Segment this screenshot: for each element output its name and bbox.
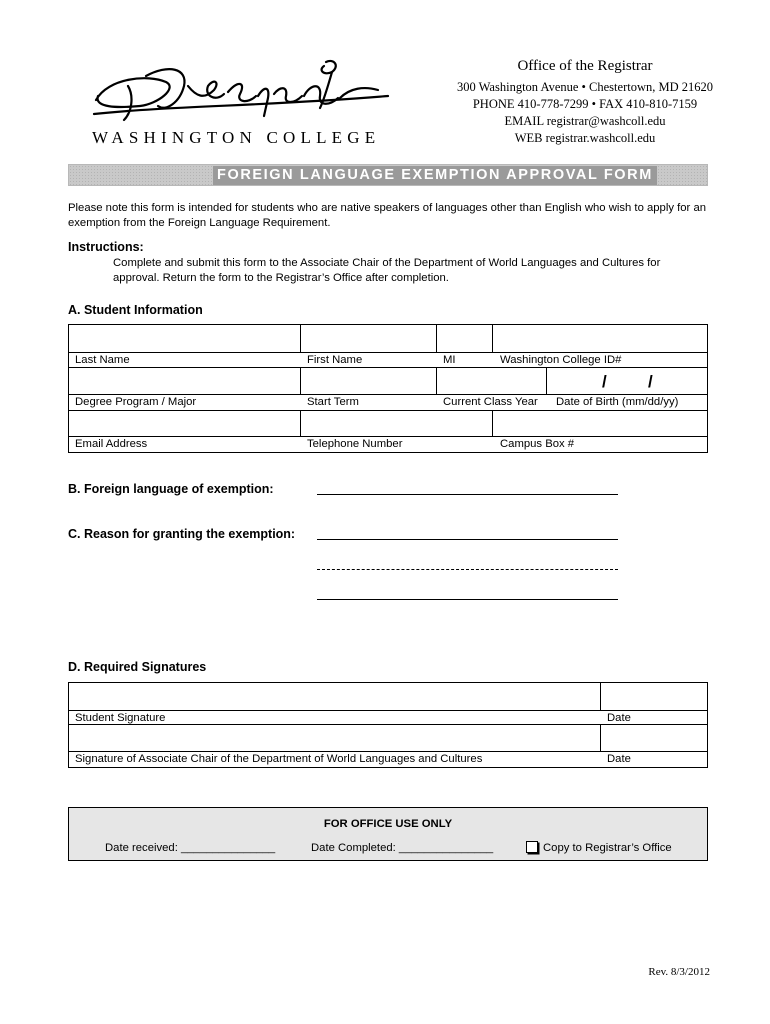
student-signature-field[interactable] bbox=[69, 683, 599, 710]
mi-field[interactable] bbox=[437, 325, 491, 352]
mi-label: MI bbox=[443, 354, 456, 366]
office-phone-fax: PHONE 410-778-7299 • FAX 410-810-7159 bbox=[472, 97, 698, 111]
first-name-label: First Name bbox=[307, 354, 363, 366]
instructions-text: Complete and submit this form to the Associate Chair of the Department of World Languages and Cultures for approval. Return the form to the Registrar’s Office after completion. bbox=[113, 257, 661, 284]
chair-date-field[interactable] bbox=[601, 725, 707, 751]
copy-label: Copy to Registrar’s Office bbox=[543, 842, 672, 854]
office-web: WEB registrar.washcoll.edu bbox=[514, 131, 656, 145]
class-year-label: Current Class Year bbox=[443, 396, 538, 408]
form-title: FOREIGN LANGUAGE EXEMPTION APPROVAL FORM bbox=[213, 166, 657, 185]
degree-field[interactable] bbox=[69, 368, 299, 394]
student-signature-label: Student Signature bbox=[75, 712, 166, 724]
date-completed-field[interactable]: Date Completed: _______________ bbox=[311, 842, 494, 854]
section-d-heading: D. Required Signatures bbox=[68, 660, 207, 674]
foreign-language-input-line[interactable] bbox=[317, 494, 618, 495]
campus-box-field[interactable] bbox=[493, 411, 707, 436]
dob-slash-2: / bbox=[648, 372, 653, 391]
reason-line-2[interactable] bbox=[317, 569, 618, 570]
office-email: EMAIL registrar@washcoll.edu bbox=[504, 114, 666, 128]
instructions-heading: Instructions: bbox=[68, 240, 144, 254]
intro-text: Please note this form is intended for students who are native speakers of languages other than English who wish to apply for an exemption from the Foreign Language Requirement. bbox=[68, 202, 707, 229]
last-name-label: Last Name bbox=[75, 354, 130, 366]
reason-line-1[interactable] bbox=[317, 539, 618, 540]
reason-line-3[interactable] bbox=[317, 599, 618, 600]
row-divider bbox=[68, 436, 708, 437]
row-divider bbox=[68, 352, 708, 353]
phone-label: Telephone Number bbox=[307, 438, 403, 450]
date-received-field[interactable]: Date received: _______________ bbox=[105, 842, 276, 854]
college-id-label: Washington College ID# bbox=[500, 354, 622, 366]
class-year-field[interactable] bbox=[437, 368, 545, 394]
degree-label: Degree Program / Major bbox=[75, 396, 197, 408]
section-c-heading: C. Reason for granting the exemption: bbox=[68, 527, 296, 541]
start-term-field[interactable] bbox=[301, 368, 435, 394]
form-title-banner bbox=[68, 164, 708, 186]
office-address: 300 Washington Avenue • Chestertown, MD 21620 bbox=[456, 80, 713, 94]
chair-signature-label: Signature of Associate Chair of the Department of World Languages and Cultures bbox=[75, 753, 483, 765]
office-use-title: FOR OFFICE USE ONLY bbox=[323, 818, 453, 830]
office-use-box bbox=[68, 807, 708, 861]
dob-label: Date of Birth (mm/dd/yy) bbox=[556, 396, 679, 408]
revision-date: Rev. 8/3/2012 bbox=[648, 966, 710, 978]
first-name-field[interactable] bbox=[301, 325, 435, 352]
section-a-heading: A. Student Information bbox=[68, 303, 203, 317]
row-divider bbox=[68, 710, 708, 711]
college-name: WASHINGTON COLLEGE bbox=[92, 128, 381, 147]
section-b-heading: B. Foreign language of exemption: bbox=[68, 482, 274, 496]
email-field[interactable] bbox=[69, 411, 299, 436]
row-divider bbox=[68, 751, 708, 752]
dob-field[interactable] bbox=[547, 368, 707, 394]
last-name-field[interactable] bbox=[69, 325, 299, 352]
dob-slash-1: / bbox=[602, 372, 607, 391]
chair-date-label: Date bbox=[607, 753, 631, 765]
college-logo-signature bbox=[88, 56, 398, 136]
copy-checkbox[interactable] bbox=[526, 841, 538, 853]
email-label: Email Address bbox=[75, 438, 148, 450]
row-divider bbox=[68, 394, 708, 395]
start-term-label: Start Term bbox=[307, 396, 359, 408]
college-id-field[interactable] bbox=[493, 325, 707, 352]
chair-signature-field[interactable] bbox=[69, 725, 599, 751]
phone-field[interactable] bbox=[301, 411, 491, 436]
office-contact-block bbox=[400, 58, 770, 147]
student-date-label: Date bbox=[607, 712, 631, 724]
campus-box-label: Campus Box # bbox=[500, 438, 575, 450]
office-title: Office of the Registrar bbox=[517, 58, 653, 74]
student-date-field[interactable] bbox=[601, 683, 707, 710]
